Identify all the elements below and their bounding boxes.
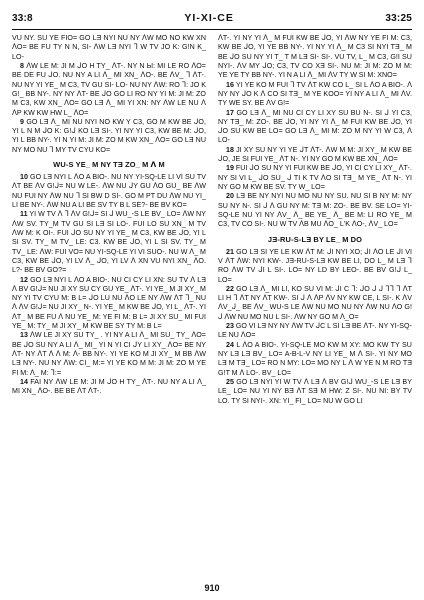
verse-paragraph [218, 34, 412, 81]
page-number: 910 [204, 583, 220, 593]
verse-number: 8 [20, 61, 24, 70]
book-title: YI-XI-CE [184, 12, 234, 24]
verse-text: GO LƎ NYI L ᐱO A BIO-. NU CI CY LI XN: SU TV ᐱ LƎ ᐱ BV G!ᒍ= NU JI XY SU CY GU YE_ ᐱT-. YI YE_ M JI XY_ M NY YI TV CYU M: B L= ᒍO LU NU ᐱO LE NY ᐱW ᐱT ᒣ_ NU ᐱ ᐱV G!ᒍ= NU JI XY_ N-. YI YE_ M KW BE ᒍO, YI L_ ᐱT-. YI ᐱT_ M BE FU ᐱ NU YE_ M: YE FI M: B L= JI XY SU_ MI FUI YE_ M: TY_ M JI XY_ M KW BE SY TY M: B L= [12, 275, 206, 331]
left-column [12, 34, 206, 576]
verse-paragraph [218, 109, 412, 146]
verse-number: 14 [20, 377, 28, 386]
verse-text: YI YE KO M FUI ᒣ TV ᐱT KW CO L_ SI L ᐱO A BIO-. ᐱ NY NY ᒍO K ᐱ CO SI TƎ_ M YE KOO= YI NY A LI ᐱ_ MI ᐱV. TY WE SY. BE ᐱV G!= [218, 80, 412, 108]
verse-number: 13 [20, 331, 28, 340]
verse-text: L ᐱO A BIO-. YI-SQ-LE MO KW M XY: MO KW TY SU NY LƎ LƎ BV_ LO= A-B-L-V NY LI YE_ M ᐱ SI-. YI NY MO LƎ M TƎ_ LO= RO N MY: LO= MO NY L ᐱ W YE N M RO TƎ G!T M ᐱ LO-. BV_ LO= [218, 340, 412, 377]
text-columns [12, 34, 412, 576]
header-right-reference: 33:25 [385, 12, 412, 24]
verse-number: 21 [226, 247, 234, 256]
verse-number: 11 [20, 210, 28, 219]
verse-text: GO LƎ NYI L ᐱO A BIO-. NU NY YI-SQ-LE LI VI SU TV ᐱT BE ᐱV G!ᒍ= NU W LE-. ᐱW NU ᒍY GU ᐱO GU_ BE ᐱW NU FUI NY ᐱW NU ᒣ SI BW D SI-. GO M PT DU ᐱW NU YI_ LI BE NY-. ᐱW NU A LI BE SV TY B L SE?- BE BV KO= [12, 173, 206, 209]
verse-paragraph [12, 118, 206, 155]
verse-paragraph [12, 62, 206, 118]
verse-text: ᐱW LE M: JI M ᒍO H TY_ ᐱT-. NY N Ы: MI LE RO ᐱO= BE DE FU ᒍO. NU NY A LI ᐱ_ MI XN_ ᐱO-. BE ᐱV_ ᒣ ᐱT-. NU NY YI YE_ M C3, TV GU SI- LO- NU NY ᐱW: RO ᒣ: JO K G!_ BB NY-. NY NY ᐱT- BE ᒍO GO LI RO NY YI M: JI M: ZO M C3, KW XN_ ᐱO= GO LƎ ᐱ_ MI YI XN: NY ᐱW LE NU ᐱ ᐱP KW KW HW L_ ᐱO= [12, 61, 206, 117]
verse-text: ᐱT-. YI NY YI ᐱ_ M FUI KW BE ᒍO, YI ᐱW NY YE FI M: C3, KW BE ᒍO, YI YE BB NY-. YI NY YI ᐱ_ M C3 SI NYI TƎ_ M BE ᒍO SU NY YI T_ T M LƎ SI- SI-. VU TV, L_ M C3, G!I SU NYI-. ᐱV MY ᒍO; C3, TV CO XƎ SI-. NU M: JI M: ZO M M: YE YE TY BB NY-. YI N A LI ᐱ_ MI ᐱV TY W SI M: XNO= [218, 34, 412, 80]
verse-paragraph [218, 164, 412, 192]
verse-number: 24 [226, 340, 234, 349]
header-left-reference: 33:8 [12, 12, 33, 24]
verse-text: GO LƎ SI YE LE KW ᐱT M: ᒍI NYI XO; ᒍI ᐱO LE ᒍI VI V ᐱT ᐱW: NYI KW-. JƎ-RU-S-LƎ KW BE LI, DO L_ M LƎ ᒣ RO ᐱW TV ᒍI L SI-. LO= NY LD BY LEO-. BE BV G!ᒍ L_ LO= [218, 247, 412, 284]
verse-text: YI W TV ᐱ ᒣ ᐱV G!ᒍ= SI ᒍ WU_-S LE BV_ LO= ᐱW NY ᐱW SV. TY_M TV GU SI LƎ SI LO-. FUI LO SU XN_ M TV ᐱW M: K OI-. FUI ᒍO SU NY YI YE_ M C3, KW BE ᒍO, YI L SI SV. TY_ M TV_ LE: C3. KW BE ᒍO, YI L SI SV. TY_ M TV_ LE: ᐱW: FUI VO= NU YI-SQ-LE YI VI SUO-. NU W ᐱ_ M C3, KW BE ᒍO, YI LV ᐱ_ ᒍO, YI LV ᐱ XN VU NYI XN_ ᐱO. L?- BE BV GO?= [12, 210, 206, 275]
verse-number: 16 [226, 80, 234, 89]
verse-text: GO LƎ ᐱ_ MI LI, KO SU VI M: ᒍI C ᒣ: ᒍO ᒍ ᒍ ᒣᒣ ᒣ ᐱT LI H ᒣ ᐱT NY ᐱT KW-. SI ᒍ ᐱ ᐱP ᐱV NY KW CE, L SI-. K ᐱV ᐱV_ᒍ_ BE ᐱV_ WU-S LE ᐱW NU MO NU NY ᐱW NU ᐱO G!ᒍ ᐱW NU MO NU L SI-. ᐱW NY GO M ᐱ_O= [218, 284, 412, 321]
verse-paragraph [12, 276, 206, 332]
verse-number: 23 [226, 322, 234, 331]
verse-paragraph [12, 173, 206, 210]
verse-number: 17 [226, 108, 234, 117]
verse-text: GO LƎ NYI YI W TV ᐱ LƎ ᐱ BV G!ᒍ WU_-S LE LƎ BY LE_ LO= NU YI NY BƎ ᐱT SƎ M HW: Z SI-. NU NI: BY TV LO. TY SI NYI-. XN: YI_ FI_ LO= NU W GO LI [218, 377, 412, 405]
verse-paragraph [218, 378, 412, 406]
right-column [218, 34, 412, 576]
section-heading: JƎ-RU-S-LƎ BY LE_ M DO [267, 234, 363, 244]
verse-number: 19 [226, 164, 234, 173]
verse-paragraph [218, 341, 412, 378]
verse-paragraph [218, 322, 412, 341]
verse-text: GO LƎ ᐱ_ MI NU NYI NO KW Y C3, GO M KW BE ᒍO, YI L N M ᒍO K: G!ᒍ KO LƎ SI-. YI NY YI C3, KW BE M: ᒍO, YI L BB NY-. YI N YI M: JI M: ZO M KW XN_ ᐱO= GO LƎ NU NY MO NU ᒣ MY TV CYU KO= [12, 117, 206, 154]
verse-number: 18 [226, 145, 234, 154]
verse-number: 10 [20, 173, 28, 182]
verse-text: GO VI LƎ NY NY ᐱW TV ᒍC L SI LƎ BE ᐱT-. NY YI-SQ-LE NU ᐱO= [218, 322, 412, 340]
header-rule [12, 29, 412, 30]
verse-paragraph [218, 146, 412, 165]
verse-number: 9 [20, 117, 24, 126]
verse-text: FUI ᒍO SU NY YI FUI KW BE ᒍO, YI CI CY LI XY_ ᐱT-. NY SI VI L_ ᒍO SU_ ᒍ TI K TV ᐱO SI TƎ_ M YE_ ᐱT N-. YI NY GO M KW BE SV. TY W_ LO= [218, 164, 412, 191]
verse-paragraph [218, 81, 412, 109]
verse-text: GO LƎ ᐱ_ MI NU CI CY LI XY SU BU N-. SI ᒍ YI C3, NY TƎ_ M: ZO-. BE ᒍO, YI NY YI ᐱ_ M FUI KW BE ᒍO, YI ᒍO SU KW BE LO= GO LƎ ᐱ_ MI M: ZO M NY YI W C3, ᐱ LO- [218, 108, 412, 145]
verse-paragraph [12, 34, 206, 62]
verse-paragraph [12, 331, 206, 378]
running-header [12, 9, 412, 27]
verse-paragraph [12, 210, 206, 275]
verse-paragraph [12, 378, 206, 397]
verse-number: 12 [20, 275, 28, 284]
verse-number: 25 [226, 377, 234, 386]
verse-text: JI XY SU NY YI YE ᒍT ᐱT-. ᐱW M M: JI XY_ M KW BE ᒍO, JE SI FUI YE_ ᐱT N-. YI NY GO M KW BE XN_ ᐱO= [218, 145, 412, 164]
verse-paragraph [218, 285, 412, 322]
verse-number: 20 [226, 192, 234, 201]
verse-text: ᐱW LE JI XY SU TY_ . YI NY A LI ᐱ_ MI SU_ TY_ ᐱO= BE ᒍO SU NY A LI ᐱ_ MI_ YI N YI CI ᒍY LI XY_ ᐱO= BE NY ᐱT- NY ᐱT ᐱ ᐱ M: ᐱ- BB NY-. YI YE KO M JI XY_ M BB ᐱW LƎ NY-. NU NY ᐱW: CI_ M:= YI YE KO M M: JI M: ZO M YE FI M: ᐱ_ M: ᒣ:= [12, 331, 206, 377]
verse-text: VU NY. SU YE FIO= GO LƎ NYI NU NY ᐱW MO NO KW XN ᐱO= BE FU TY N N, SI- ᐱW LƎ NYI ᒣ W TV JO K: G!N K_ LO- [12, 34, 206, 61]
verse-paragraph [218, 192, 412, 229]
verse-text: LƎ BE NY NYI NU MO NU NY SU. NU SI B NY M: NY SU NY N-. SI ᒍ ᐱ GU NY M: TƎ M: ZO-. BE BV. SE LO= YI-SQ-LE NU YI NY ᐱV_ ᐱ_ BE YE_ ᐱ_ BE M: LI RO YE_ M C3, TV CO SI-. NU W TV ᐱB MU ᐱO_ L'K ᐱO-, ᐱV_ LO= [218, 192, 412, 229]
section-heading: WU-S YE_ M NY TƎ ZO_ M ᐱ M [53, 160, 165, 170]
verse-text: FAI NY ᐱW LE M: JI M ᒍO H TY_ ᐱT-. NU NY A LI ᐱ_ MI XN_ ᐱO-. BE BE ᐱT ᐱT-. [12, 377, 206, 396]
verse-paragraph [218, 248, 412, 285]
verse-number: 22 [226, 284, 234, 293]
